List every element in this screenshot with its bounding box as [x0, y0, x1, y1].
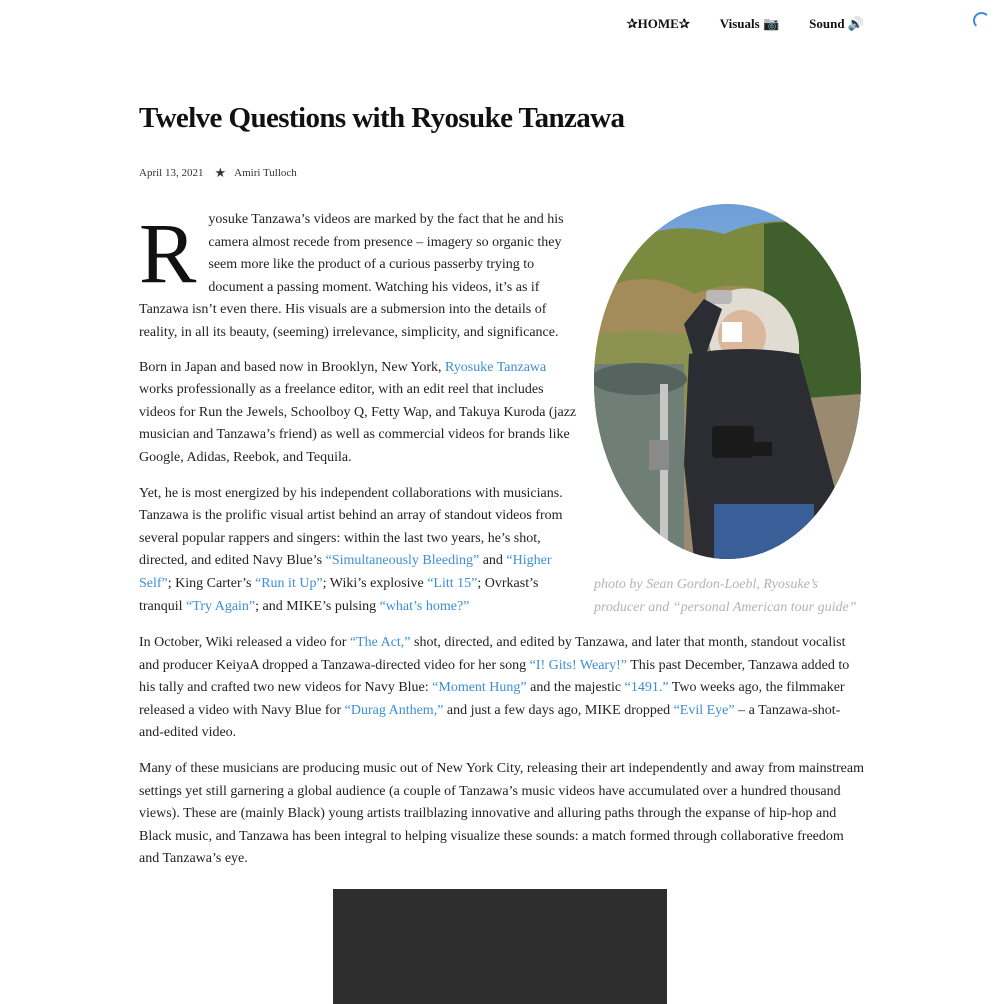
paragraph-1: [139, 205, 579, 345]
p3-text-5: ; Ovrkast’s tranquil: [139, 575, 539, 614]
paragraph-5: Many of these musicians are producing music out of New York City, releasing their art independently and away from mainstream settings yet still garnering a global audience (a couple of Tanzawa’s music videos have accumulated over a hundred thousand views). These are (mainly Black) young artists trailblazing innovative and alluring paths through the expanse of hip-hop and Black music, and Tanzawa has been integral to helping visualize these sounds: a match formed through collaborative freedom and Tanzawa’s eye.: [139, 760, 864, 867]
p4-text-7: – a Tanzawa-shot-and-edited video.: [139, 702, 841, 741]
p4-text-5: Two weeks ago, the filmmaker released a video with Navy Blue for: [139, 680, 845, 718]
p3-text-1: Yet, he is most energized by his independent collaborations with musicians. Tanzawa is the prolific visual artist behind an array of standout videos from several popular rappers and singers: within the last two years, he’s shot, directed, and edited Navy Blue’s: [139, 485, 563, 569]
p4-text-1: In October, Wiki released a video for: [139, 635, 350, 650]
try-again-link[interactable]: “Try Again”: [186, 598, 256, 614]
loading-spinner-icon: [973, 12, 990, 29]
run-it-up-link[interactable]: “Run it Up”: [255, 575, 323, 591]
paragraph-1-text: yosuke Tanzawa’s videos are marked by the fact that he and his camera almost recede from presence – imagery so organic they seem more like the product of a curious passerby trying to document a passing moment. Watching his videos, it’s as if Tanzawa isn’t even there. His visuals are a submersion into the details of reality, in all its beauty, (seeming) irrelevance, simplicity, and significance.: [139, 212, 564, 340]
paragraph-2: [139, 357, 579, 470]
paragraph-3: [139, 483, 579, 619]
nav-visuals-link[interactable]: Visuals 📷: [719, 16, 780, 31]
p2-text-2: works professionally as a freelance editor, with an edit reel that includes videos for Run the Jewels, Schoolboy Q, Fetty Wap, and Takuya Kuroda (jazz musician and Tanzawa’s friend) as well as commercial videos for brands like Google, Adidas, Reebok, and Tequila.: [139, 382, 577, 465]
p4-text-4: and the majestic: [526, 680, 625, 696]
embedded-video-player[interactable]: [333, 889, 667, 1004]
ryosuke-tanzawa-link[interactable]: Ryosuke Tanzawa: [445, 359, 547, 375]
paragraph-4: [139, 632, 864, 745]
litt-15-link[interactable]: “Litt 15”: [427, 575, 478, 591]
ryosuke-photo: [594, 204, 861, 559]
article-meta: [139, 165, 297, 181]
author-star-icon: ★: [214, 165, 227, 180]
article-body-full: [139, 632, 864, 871]
photo-illustration: [594, 204, 861, 559]
p2-text-1: Born in Japan and based now in Brooklyn, New York,: [139, 359, 446, 375]
p4-text-2: shot, directed, and edited by Tanzawa, and later that month, standout vocalist and producer KeiyaA dropped a Tanzawa-directed video for her song: [139, 635, 846, 673]
article-intro-column: [139, 205, 579, 618]
article-title: Twelve Questions with Ryosuke Tanzawa: [139, 102, 625, 134]
p4-text-6: and just a few days ago, MIKE dropped: [443, 702, 674, 718]
durag-anthem-link[interactable]: “Durag Anthem,”: [344, 702, 444, 718]
article-author: Amiri Tulloch: [234, 167, 297, 179]
nav-home-link[interactable]: ✰HOME✰: [626, 16, 690, 31]
i-gits-weary-link[interactable]: “I! Gits! Weary!”: [529, 657, 627, 673]
the-act-link[interactable]: “The Act,”: [349, 635, 411, 650]
evil-eye-link[interactable]: “Evil Eye”: [673, 702, 735, 718]
simultaneously-bleeding-link[interactable]: “Simultaneously Bleeding”: [325, 553, 480, 569]
moment-hung-link[interactable]: “Moment Hung”: [432, 680, 527, 696]
photo-caption: photo by Sean Gordon-Loebl, Ryosuke’s producer and “personal American tour guide”: [594, 577, 857, 615]
p3-text-2: and: [479, 553, 507, 569]
p4-text-3: This past December, Tanzawa added to his tally and crafted two new videos for Navy Blue:: [139, 657, 850, 696]
whats-home-link[interactable]: “what’s home?”: [379, 598, 470, 614]
article-date: April 13, 2021: [139, 167, 204, 179]
nav-sound-link[interactable]: Sound 🔊: [809, 16, 864, 31]
1491-link[interactable]: “1491.”: [624, 680, 669, 696]
drop-cap: R: [139, 205, 197, 301]
p3-text-6: ; and MIKE’s pulsing: [255, 598, 380, 614]
p3-text-4: ; Wiki’s explosive: [322, 575, 428, 591]
higher-self-link[interactable]: “Higher Self”: [139, 553, 552, 591]
top-nav: [627, 16, 864, 32]
p3-text-3: ; King Carter’s: [167, 575, 255, 591]
